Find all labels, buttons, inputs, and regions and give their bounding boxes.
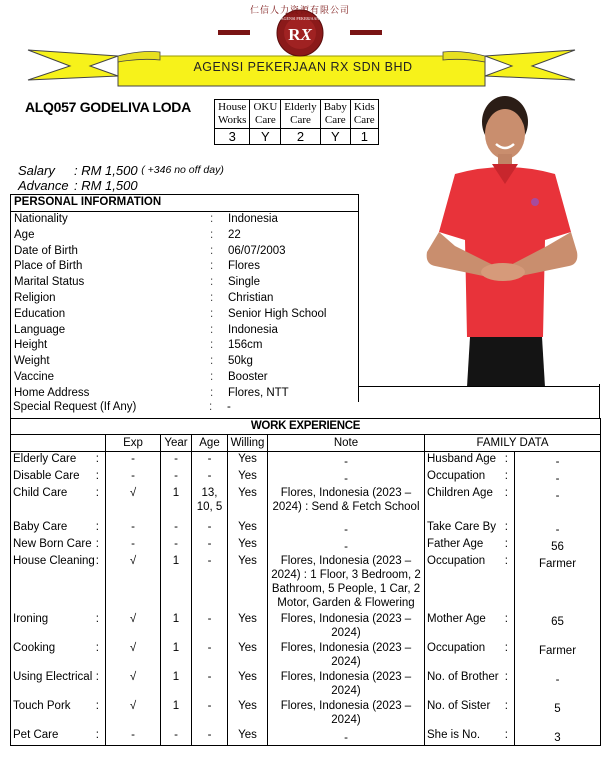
- separator: :: [504, 470, 508, 482]
- separator: :: [504, 521, 508, 533]
- exp-value: -: [106, 728, 161, 746]
- skill-label: [11, 728, 106, 746]
- year-value: -: [161, 537, 192, 554]
- quick-value-baby-care: Y: [320, 129, 350, 145]
- age-value: -: [192, 699, 228, 728]
- year-value: 1: [161, 486, 192, 520]
- personal-label: Education: [14, 307, 66, 320]
- work-experience-header-row: [11, 435, 601, 452]
- family-label: [425, 641, 515, 670]
- separator: :: [95, 470, 99, 482]
- personal-label: Vaccine: [14, 370, 55, 383]
- personal-row-language: [11, 323, 358, 339]
- work-row-using-electrical: [11, 670, 601, 699]
- separator: :: [95, 521, 99, 533]
- personal-row-nationality: [11, 212, 358, 228]
- personal-label: Height: [14, 339, 48, 352]
- separator: :: [95, 671, 99, 683]
- personal-row-religion: [11, 291, 358, 307]
- separator: :: [210, 355, 214, 368]
- salary-block: [18, 163, 224, 193]
- col-header-year: Year: [161, 435, 192, 452]
- work-row-new-born-care: [11, 537, 601, 554]
- personal-label: Date of Birth: [14, 244, 78, 257]
- family-label-text: No. of Sister: [427, 700, 491, 712]
- work-row-pet-care: [11, 728, 601, 746]
- family-label-text: Occupation: [427, 555, 486, 567]
- separator: :: [210, 370, 214, 383]
- col-header-exp: Exp: [106, 435, 161, 452]
- age-value: 13, 10, 5: [192, 486, 228, 520]
- banner-right-tail: [485, 50, 575, 80]
- year-value: 1: [161, 554, 192, 612]
- personal-label: Religion: [14, 291, 56, 304]
- willing-value: Yes: [228, 554, 268, 612]
- candidate-name: ALQ057 GODELIVA LODA: [25, 99, 191, 115]
- age-value: -: [192, 641, 228, 670]
- exp-value: -: [106, 520, 161, 537]
- personal-row-marital: [11, 275, 358, 291]
- col-header-age: Age: [192, 435, 228, 452]
- work-row-house-cleaning: [11, 554, 601, 612]
- exp-value: -: [106, 452, 161, 470]
- svg-text:AGENSI PEKERJAAN: AGENSI PEKERJAAN: [280, 16, 320, 21]
- personal-label: Language: [14, 323, 66, 336]
- separator: :: [95, 538, 99, 550]
- note-value: Flores, Indonesia (2023 – 2024): [268, 670, 425, 699]
- skill-label: [11, 612, 106, 641]
- personal-row-age: [11, 228, 358, 244]
- note-value: Flores, Indonesia (2023 – 2024) : 1 Floor, 3 Bedroom, 2 Bathroom, 5 People, 1 Car, 2 Motor, Garden & Flowering: [268, 554, 425, 612]
- willing-value: Yes: [228, 670, 268, 699]
- skill-label-text: Pet Care: [13, 729, 59, 741]
- separator: :: [504, 642, 508, 654]
- quick-header-baby-care-1: Baby: [320, 100, 350, 115]
- year-value: 1: [161, 612, 192, 641]
- personal-label: Home Address: [14, 386, 90, 399]
- quick-header-elderly-care-2: Care: [281, 114, 320, 129]
- quick-header-oku-care-2: Care: [250, 114, 281, 129]
- salary-row: [18, 163, 224, 178]
- year-value: -: [161, 452, 192, 470]
- personal-value: Indonesia: [228, 323, 278, 336]
- year-value: 1: [161, 670, 192, 699]
- col-header-note: Note: [268, 435, 425, 452]
- willing-value: Yes: [228, 612, 268, 641]
- personal-info-title: PERSONAL INFORMATION: [11, 195, 358, 212]
- personal-label: Place of Birth: [14, 260, 83, 273]
- separator: :: [210, 339, 214, 352]
- family-label: [425, 670, 515, 699]
- family-label-text: Occupation: [427, 470, 486, 482]
- personal-value: Christian: [228, 291, 274, 304]
- personal-value: Indonesia: [228, 213, 278, 225]
- age-value: -: [192, 612, 228, 641]
- age-value: -: [192, 670, 228, 699]
- willing-value: Yes: [228, 641, 268, 670]
- personal-label: Nationality: [14, 213, 68, 225]
- personal-row-weight: [11, 354, 358, 370]
- divider-line: [359, 386, 600, 387]
- year-value: -: [161, 520, 192, 537]
- work-row-baby-care: [11, 520, 601, 537]
- personal-value: -: [227, 401, 231, 413]
- willing-value: Yes: [228, 520, 268, 537]
- separator: :: [210, 291, 214, 304]
- willing-value: Yes: [228, 452, 268, 470]
- separator: :: [95, 555, 99, 567]
- separator: :: [95, 642, 99, 654]
- skill-label: [11, 554, 106, 612]
- family-label-text: Children Age: [427, 487, 493, 499]
- col-header-skill: [11, 435, 106, 452]
- banner-left-tail: [28, 50, 118, 80]
- exp-value: √: [106, 670, 161, 699]
- separator: :: [95, 487, 99, 499]
- agency-header: [0, 0, 603, 92]
- personal-value: 156cm: [228, 339, 263, 352]
- personal-value: Booster: [228, 370, 268, 383]
- quick-value-oku-care: Y: [250, 129, 281, 145]
- family-value: 3: [515, 728, 601, 746]
- separator: :: [210, 307, 214, 320]
- work-row-cooking: [11, 641, 601, 670]
- skill-label-text: Baby Care: [13, 521, 68, 533]
- work-row-disable-care: [11, 469, 601, 486]
- skill-label-text: House Cleaning: [13, 555, 95, 567]
- exp-value: √: [106, 612, 161, 641]
- advance-row: [18, 178, 224, 193]
- family-label-text: Occupation: [427, 642, 486, 654]
- personal-label: Age: [14, 228, 35, 241]
- personal-value: 22: [228, 228, 241, 241]
- exp-value: -: [106, 469, 161, 486]
- work-row-child-care: [11, 486, 601, 520]
- age-value: -: [192, 520, 228, 537]
- logo-bar-right: [350, 30, 382, 35]
- separator: :: [504, 453, 508, 465]
- work-row-touch-pork: [11, 699, 601, 728]
- family-value: -: [515, 670, 601, 699]
- skill-label-text: New Born Care: [13, 538, 92, 550]
- separator: :: [95, 700, 99, 712]
- logo-chinese-text: 仁信人力資源有限公司: [249, 5, 350, 15]
- personal-value: Flores, NTT: [228, 386, 289, 399]
- family-value: 56: [515, 537, 601, 554]
- personal-row-special-request: [13, 401, 231, 413]
- family-label-text: Father Age: [427, 538, 484, 550]
- work-experience-title: WORK EXPERIENCE: [11, 419, 601, 435]
- age-value: -: [192, 469, 228, 486]
- skill-label-text: Cooking: [13, 642, 56, 654]
- year-value: 1: [161, 641, 192, 670]
- separator: :: [504, 671, 508, 683]
- quick-skills-header-row2: [215, 114, 379, 129]
- skill-label: [11, 486, 106, 520]
- separator: :: [210, 276, 214, 289]
- quick-value-elderly-care: 2: [281, 129, 320, 145]
- skill-label: [11, 670, 106, 699]
- exp-value: √: [106, 486, 161, 520]
- logo-rx-text: RX: [288, 25, 312, 44]
- separator: :: [504, 487, 508, 499]
- note-value: Flores, Indonesia (2023 – 2024): [268, 641, 425, 670]
- skill-label: [11, 469, 106, 486]
- skill-label-text: Disable Care: [13, 470, 80, 482]
- salary-note: ( +346 no off day): [141, 164, 224, 176]
- family-label: [425, 452, 515, 470]
- year-value: -: [161, 469, 192, 486]
- age-value: -: [192, 537, 228, 554]
- quick-header-kids-care-1: Kids: [350, 100, 378, 115]
- family-label-text: She is No.: [427, 729, 481, 741]
- exp-value: -: [106, 537, 161, 554]
- personal-value: Senior High School: [228, 307, 327, 320]
- advance-value: : RM 1,500: [74, 178, 138, 193]
- personal-value: Single: [228, 276, 260, 289]
- family-label-text: Husband Age: [427, 453, 497, 465]
- personal-value: Flores: [228, 260, 260, 273]
- willing-value: Yes: [228, 469, 268, 486]
- separator: :: [504, 555, 508, 567]
- skill-label: [11, 699, 106, 728]
- logo-bar-left: [218, 30, 250, 35]
- exp-value: √: [106, 641, 161, 670]
- note-value: -: [268, 728, 425, 746]
- separator: :: [210, 386, 214, 399]
- work-experience-title-row: [11, 419, 601, 435]
- family-value: Farmer: [515, 554, 601, 612]
- age-value: -: [192, 554, 228, 612]
- family-value: -: [515, 520, 601, 537]
- family-label: [425, 520, 515, 537]
- skill-label: [11, 520, 106, 537]
- year-value: 1: [161, 699, 192, 728]
- quick-skills-header-row1: [215, 100, 379, 115]
- quick-value-house-works: 3: [215, 129, 250, 145]
- note-value: -: [268, 452, 425, 470]
- agency-name: AGENSI PEKERJAAN RX SDN BHD: [193, 60, 413, 74]
- family-label: [425, 486, 515, 520]
- family-label-text: Mother Age: [427, 613, 486, 625]
- separator: :: [95, 729, 99, 741]
- family-value: -: [515, 452, 601, 470]
- family-value: 5: [515, 699, 601, 728]
- salary-value: : RM 1,500: [74, 163, 138, 178]
- quick-header-baby-care-2: Care: [320, 114, 350, 129]
- personal-label: Special Request (If Any): [13, 401, 137, 413]
- age-value: -: [192, 452, 228, 470]
- family-label: [425, 469, 515, 486]
- personal-value: 50kg: [228, 355, 253, 368]
- personal-row-dob: [11, 244, 358, 260]
- exp-value: √: [106, 554, 161, 612]
- col-header-family-data: FAMILY DATA: [425, 435, 601, 452]
- family-label: [425, 612, 515, 641]
- family-label: [425, 554, 515, 612]
- separator: :: [504, 729, 508, 741]
- skill-label-text: Ironing: [13, 613, 49, 625]
- family-label: [425, 699, 515, 728]
- willing-value: Yes: [228, 537, 268, 554]
- separator: :: [504, 613, 508, 625]
- skill-label: [11, 537, 106, 554]
- separator: :: [210, 228, 214, 241]
- separator: :: [504, 538, 508, 550]
- family-label: [425, 728, 515, 746]
- quick-header-oku-care-1: OKU: [250, 100, 281, 115]
- note-value: Flores, Indonesia (2023 – 2024) : Send & Fetch School: [268, 486, 425, 520]
- advance-label: Advance: [18, 178, 69, 193]
- separator: :: [210, 323, 214, 336]
- family-label-text: No. of Brother: [427, 671, 499, 683]
- skill-label: [11, 641, 106, 670]
- separator: :: [95, 453, 99, 465]
- family-label: [425, 537, 515, 554]
- family-value: 65: [515, 612, 601, 641]
- separator: :: [210, 213, 214, 225]
- willing-value: Yes: [228, 728, 268, 746]
- quick-header-house-works-2: Works: [215, 114, 250, 129]
- quick-header-kids-care-2: Care: [350, 114, 378, 129]
- quick-skills-values-row: [215, 129, 379, 145]
- note-value: -: [268, 537, 425, 554]
- skill-label: [11, 452, 106, 470]
- willing-value: Yes: [228, 486, 268, 520]
- work-experience-table: [10, 418, 601, 746]
- separator: :: [210, 244, 214, 257]
- family-value: Farmer: [515, 641, 601, 670]
- exp-value: √: [106, 699, 161, 728]
- year-value: -: [161, 728, 192, 746]
- quick-header-elderly-care-1: Elderly: [281, 100, 320, 115]
- separator: :: [209, 401, 213, 413]
- quick-header-house-works-1: House: [215, 100, 250, 115]
- work-row-ironing: [11, 612, 601, 641]
- separator: :: [504, 700, 508, 712]
- skill-label-text: Elderly Care: [13, 453, 77, 465]
- work-experience-body: [11, 452, 601, 746]
- personal-info-section: [10, 194, 359, 402]
- family-value: -: [515, 486, 601, 520]
- personal-row-height: [11, 338, 358, 354]
- personal-value: 06/07/2003: [228, 244, 286, 257]
- age-value: -: [192, 728, 228, 746]
- work-row-elderly-care: [11, 452, 601, 470]
- personal-label: Weight: [14, 355, 50, 368]
- willing-value: Yes: [228, 699, 268, 728]
- col-header-willing: Willing: [228, 435, 268, 452]
- salary-label: Salary: [18, 163, 55, 178]
- skill-label-text: Child Care: [13, 487, 68, 499]
- note-value: Flores, Indonesia (2023 – 2024): [268, 699, 425, 728]
- quick-value-kids-care: 1: [350, 129, 378, 145]
- note-value: -: [268, 469, 425, 486]
- candidate-photo: [395, 92, 603, 387]
- separator: :: [95, 613, 99, 625]
- quick-skills-table: [214, 99, 379, 145]
- family-value: -: [515, 469, 601, 486]
- note-value: Flores, Indonesia (2023 – 2024): [268, 612, 425, 641]
- personal-row-pob: [11, 259, 358, 275]
- separator: :: [210, 260, 214, 273]
- note-value: -: [268, 520, 425, 537]
- personal-label: Marital Status: [14, 276, 85, 289]
- personal-row-education: [11, 307, 358, 323]
- skill-label-text: Touch Pork: [13, 700, 71, 712]
- family-label-text: Take Care By: [427, 521, 497, 533]
- skill-label-text: Using Electrical: [13, 671, 93, 683]
